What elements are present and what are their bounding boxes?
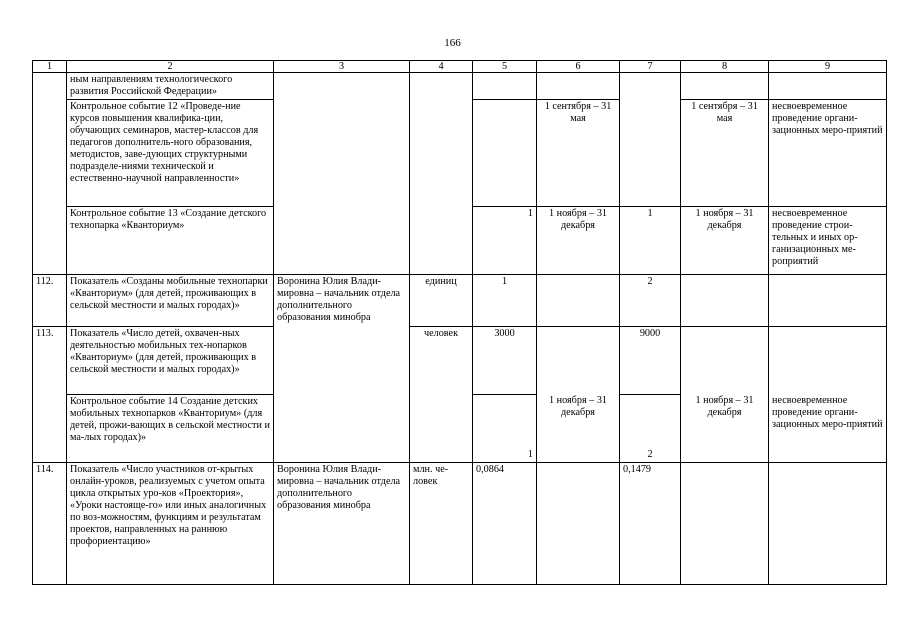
unit-cell: единиц [410,275,473,327]
value-cell [620,395,681,463]
row-number-cell: 112. [33,275,67,327]
table-row [33,275,887,327]
row-number-cell: 113. [33,327,67,463]
responsible-cell: Воронина Юлия Влади-мировна – начальник отдела дополнительного образования минобра [274,275,410,463]
date-cell: 1 ноября – 31 декабря [681,207,769,275]
row-number-cell: 114. [33,463,67,585]
date-cell [537,463,620,585]
value-text: 1 [527,449,533,460]
indicator-cell: Показатель «Число детей, охвачен-ных деятельностью мобильных тех-нопарков «Кванториум» (для детей, проживающих в сельской местности и малых городах)» [67,327,274,395]
risk-cell [769,73,887,100]
header-row [33,61,887,73]
date-cell [537,73,620,100]
unit-cell [410,73,473,275]
risk-cell [769,463,887,585]
date-cell: 1 ноября – 31 декабря [537,207,620,275]
responsible-cell [274,73,410,275]
header-cell: 8 [681,61,769,73]
indicator-cell: ным направлениям технологического развития Российской Федерации» [67,73,274,100]
value-cell: 9000 [620,327,681,395]
indicator-cell: Контрольное событие 12 «Проведе-ние курсов повышения квалифика-ции, обучающих семинаров, мастер-классов для педагогов дополнитель-ного образования, методистов, заве-дующих структурными подразделе-ниями технической и естественно-научной направленности» [67,100,274,207]
header-cell: 7 [620,61,681,73]
value-cell: 0,0864 [473,463,537,585]
risk-cell: несвоевременное проведение строи-тельных и иных ор-ганизационных ме-роприятий [769,207,887,275]
header-cell: 3 [274,61,410,73]
page-number: 166 [444,37,461,49]
date-cell: 1 сентября – 31 мая [537,100,620,207]
date-cell [681,327,769,463]
header-cell: 5 [473,61,537,73]
value-cell [473,100,537,207]
unit-cell: млн. че-ловек [410,463,473,585]
unit-cell: человек [410,327,473,463]
risk-cell [769,275,887,327]
value-cell: 1 [473,207,537,275]
value-cell [473,395,537,463]
date-cell [681,463,769,585]
header-cell: 9 [769,61,887,73]
value-text: 2 [647,449,653,460]
document-table [32,60,887,585]
value-cell [620,73,681,207]
value-cell [473,73,537,100]
value-cell: 2 [620,275,681,327]
row-number-cell [33,73,67,275]
date-cell: 1 сентября – 31 мая [681,100,769,207]
indicator-cell: Показатель «Созданы мобильные технопарки «Кванториум» (для детей, проживающих в сельской местности и малых городах)» [67,275,274,327]
header-cell: 6 [537,61,620,73]
indicator-cell: Контрольное событие 14 Создание детских мобильных технопарков «Кванториум» (для детей, прожи-вающих в сельской местности и ма-лых городах)» [67,395,274,463]
value-cell: 3000 [473,327,537,395]
date-cell [537,327,620,463]
indicator-cell: Показатель «Число участников от-крытых онлайн-уроков, реализуемых с учетом опыта цикла открытых уро-ков «Проектория», «Уроки настояще-го» или иных аналогичных по воз-можностям, функциям и результатам проектов, направленных на раннюю профориентацию» [67,463,274,585]
header-cell: 1 [33,61,67,73]
table-row [33,73,887,100]
date-cell [681,73,769,100]
header-cell: 2 [67,61,274,73]
value-cell: 1 [620,207,681,275]
responsible-cell: Воронина Юлия Влади-мировна – начальник отдела дополнительного образования минобра [274,463,410,585]
table-row [33,327,887,395]
date-value: 1 ноября – 31 декабря [548,395,608,418]
table-row [33,463,887,585]
date-cell [537,275,620,327]
header-cell: 4 [410,61,473,73]
risk-cell: несвоевременное проведение органи-зационных меро-приятий [769,100,887,207]
date-value: 1 ноября – 31 декабря [695,395,754,418]
risk-value: несвоевременное проведение органи-зационных меро-приятий [772,395,883,430]
risk-cell [769,327,887,463]
value-cell: 0,1479 [620,463,681,585]
date-cell [681,275,769,327]
indicator-cell: Контрольное событие 13 «Создание детского технопарка «Кванториум» [67,207,274,275]
value-cell: 1 [473,275,537,327]
